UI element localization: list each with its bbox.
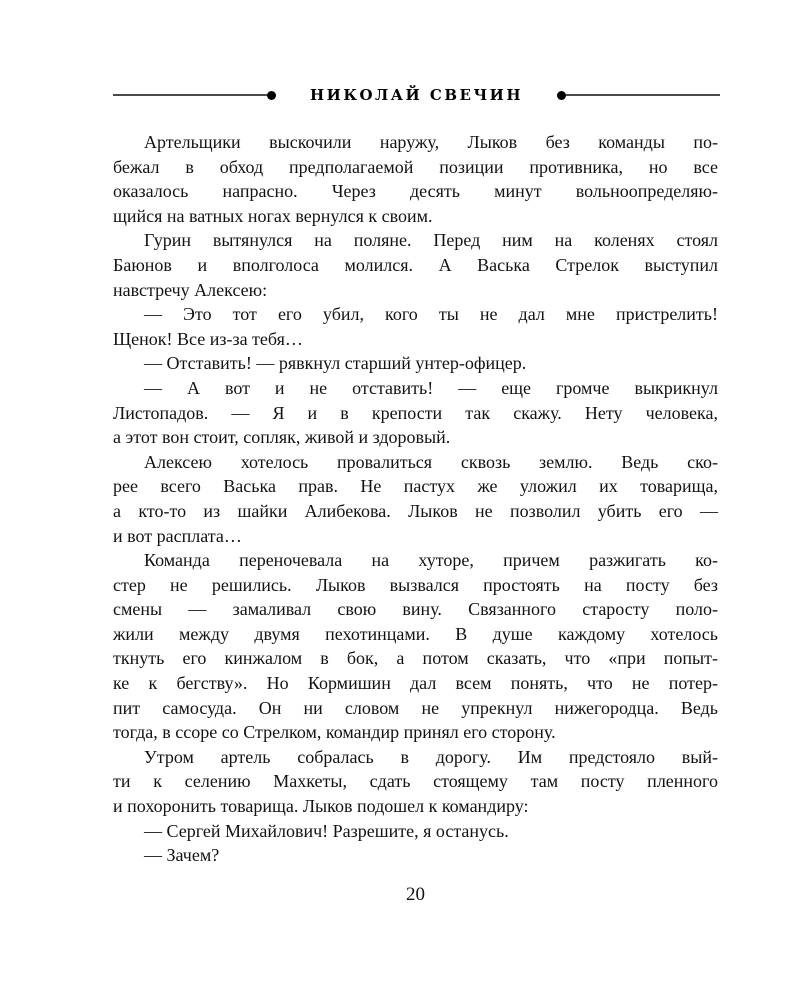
header-dot-left-icon	[267, 91, 276, 100]
paragraph-dialogue	[113, 351, 718, 376]
text-line: стер не решились. Лыков вызвался простоять на посту без	[113, 574, 718, 595]
text-line: Баюнов и вполголоса молился. А Васька Стрелок выступил	[113, 254, 718, 275]
header-rule-right	[566, 94, 720, 96]
paragraph	[113, 228, 718, 302]
text-line: ти к селению Махкеты, сдать стоящему там посту пленного	[113, 771, 718, 792]
paragraph-dialogue	[113, 302, 718, 351]
text-line: жили между двумя пехотинцами. В душе каждому хотелось	[113, 623, 718, 644]
page-footer	[113, 884, 718, 906]
text-line: ткнуть его кинжалом в бок, а потом сказать, что «при попыт-	[113, 648, 718, 669]
text-line: Алексею хотелось провалиться сквозь землю. Ведь ско-	[144, 451, 718, 472]
paragraph	[113, 548, 718, 745]
text-line: Артельщики выскочили наружу, Лыков без команды по-	[144, 132, 718, 152]
paragraph	[113, 130, 718, 228]
text-line: пит самосуда. Он ни словом не упрекнул нижегородца. Ведь	[113, 697, 718, 718]
text-line: смены — замаливал свою вину. Связанного старосту поло-	[113, 599, 718, 620]
text-line: Утром артель собралась в дорогу. Им предстояло вый-	[144, 746, 718, 767]
text-line: навстречу Алексею:	[113, 279, 268, 300]
text-line: а этот вон стоит, сопляк, живой и здоровый.	[113, 427, 451, 448]
paragraph-dialogue	[113, 376, 718, 450]
author-header: НИКОЛАЙ СВЕЧИН	[309, 85, 524, 104]
text-line: — Зачем?	[144, 845, 220, 866]
text-line: — Сергей Михайлович! Разрешите, я останусь.	[144, 820, 509, 841]
text-line: щийся на ватных ногах вернулся к своим.	[113, 205, 433, 226]
page-number: 20	[406, 884, 425, 905]
header-rule-left	[113, 94, 267, 96]
text-line: а кто-то из шайки Алибекова. Лыков не позволил убить его —	[113, 500, 718, 521]
header-dot-right-icon	[557, 91, 566, 100]
text-line: Команда переночевала на хуторе, причем разжигать ко-	[144, 550, 718, 571]
text-line: бежал в обход предполагаемой позиции противника, но все	[113, 156, 718, 177]
running-header	[113, 84, 720, 106]
text-line: — Отставить! — рявкнул старший унтер-офицер.	[144, 353, 527, 374]
text-line: и похоронить товарища. Лыков подошел к командиру:	[113, 796, 529, 817]
text-line: — Это тот его убил, кого ты не дал мне пристрелить!	[144, 304, 718, 325]
paragraph-dialogue	[113, 843, 718, 868]
paragraph	[113, 745, 718, 819]
text-line: ке к бегству». Но Кормишин дал всем понять, что не потер-	[113, 673, 718, 694]
text-line: Листопадов. — Я и в крепости так скажу. Нету человека,	[113, 402, 718, 423]
text-line: тогда, в ссоре со Стрелком, командир принял его сторону.	[113, 722, 556, 743]
paragraph-dialogue	[113, 819, 718, 844]
text-line: Гурин вытянулся на поляне. Перед ним на коленях стоял	[144, 230, 718, 251]
text-line: оказалось напрасно. Через десять минут вольноопределяю-	[113, 181, 718, 202]
text-line: рее всего Васька прав. Не пастух же уложил их товарища,	[113, 476, 718, 497]
page-text	[113, 130, 718, 868]
text-line: — А вот и не отставить! — еще громче выкрикнул	[144, 377, 718, 398]
paragraph	[113, 450, 718, 548]
text-line: Щенок! Все из-за тебя…	[113, 328, 303, 349]
text-line: и вот расплата…	[113, 525, 242, 546]
